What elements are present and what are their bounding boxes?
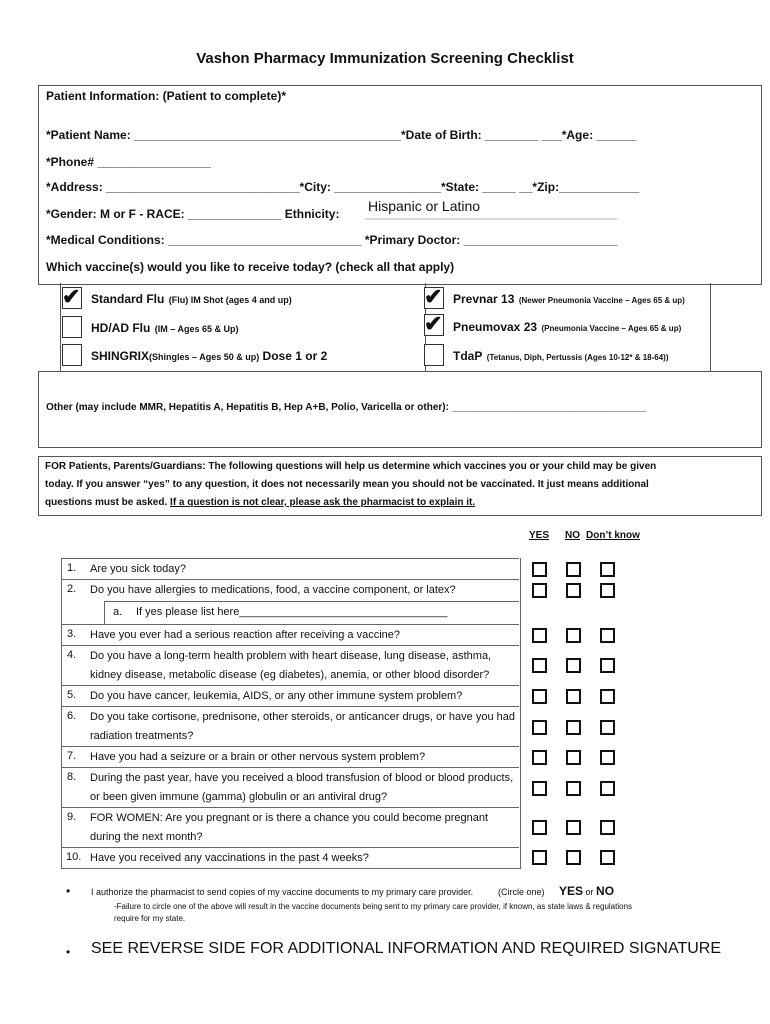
q9-dont-know-checkbox[interactable]	[600, 820, 615, 835]
ethnicity-select[interactable]	[365, 198, 617, 220]
q7-yes-checkbox[interactable]	[532, 750, 547, 765]
tdap-checkbox[interactable]	[424, 344, 444, 366]
pneumovax-check-icon: ✔	[424, 311, 443, 336]
q6-dont-know-checkbox[interactable]	[600, 720, 615, 735]
q5-yes-checkbox[interactable]	[532, 689, 547, 704]
prevnar-check-icon: ✔	[424, 284, 443, 309]
q3-yes-checkbox[interactable]	[532, 628, 547, 643]
authorize-yes[interactable]: YES	[559, 884, 584, 898]
ethnicity-value: Hispanic or Latino	[368, 198, 481, 214]
q4-dont-know-checkbox[interactable]	[600, 658, 615, 673]
q4-yes-checkbox[interactable]	[532, 658, 547, 673]
question-row: 6. Do you take cortisone, prednisone, other steroids, or anticancer drugs, or have you had radiation treatments?	[61, 706, 519, 747]
q9-yes-checkbox[interactable]	[532, 820, 547, 835]
standard-flu-check-icon: ✔	[62, 284, 81, 309]
question-row: 2. Do you have allergies to medications, food, a vaccine component, or latex?	[61, 579, 519, 601]
q2-yes-checkbox[interactable]	[532, 583, 547, 598]
allergy-list-row: a. If yes please list here__________________________________	[104, 601, 519, 624]
authorize-note-2: require for my state.	[114, 914, 186, 923]
q1-no-checkbox[interactable]	[566, 562, 581, 577]
q6-yes-checkbox[interactable]	[532, 720, 547, 735]
patient-name-field[interactable]: *Patient Name: ________________________________________*Date of Birth: ________ ___*Age: ______	[46, 128, 637, 142]
no-header: NO	[565, 530, 580, 541]
vaccine-question: Which vaccine(s) would you like to receive today? (check all that apply)	[46, 260, 455, 274]
question-row: 5. Do you have cancer, leukemia, AIDS, or any other immune system problem?	[61, 685, 519, 707]
question-row: 8. During the past year, have you received a blood transfusion of blood or blood products, or been given immune (gamma) globulin or an antiviral drug?	[61, 767, 519, 808]
patient-info-header: Patient Information: (Patient to complete)*	[46, 89, 287, 103]
hd-ad-flu-checkbox[interactable]	[62, 316, 82, 338]
q8-yes-checkbox[interactable]	[532, 781, 547, 796]
q3-dont-know-checkbox[interactable]	[600, 628, 615, 643]
address-field[interactable]: *Address: _____________________________*City: ________________*State: _____ __*Zip:____________	[46, 180, 640, 194]
question-row: 7. Have you had a seizure or a brain or other nervous system problem?	[61, 746, 519, 768]
intro-line-2: today. If you answer “yes” to any question, it does not necessarily mean you should not be vaccinated. It just means additional	[45, 479, 649, 490]
hd-ad-flu-label: HD/AD Flu (IM – Ages 65 & Up)	[91, 321, 239, 335]
q9-no-checkbox[interactable]	[566, 820, 581, 835]
q1-yes-checkbox[interactable]	[532, 562, 547, 577]
q2-dont-know-checkbox[interactable]	[600, 583, 615, 598]
dont-know-header: Don’t know	[586, 530, 640, 541]
q5-dont-know-checkbox[interactable]	[600, 689, 615, 704]
circle-one-label: (Circle one)	[498, 887, 545, 897]
allergy-list-field[interactable]: If yes please list here__________________________________	[136, 606, 448, 618]
other-vaccines-field[interactable]: Other (may include MMR, Hepatitis A, Hepatitis B, Hep A+B, Polio, Varicella or other): ___________________________________	[46, 402, 647, 413]
medical-conditions-field[interactable]: *Medical Conditions: _____________________________ *Primary Doctor: _______________________	[46, 233, 618, 247]
authorize-choice: YES or NO	[559, 884, 615, 898]
q7-dont-know-checkbox[interactable]	[600, 750, 615, 765]
q3-no-checkbox[interactable]	[566, 628, 581, 643]
q5-no-checkbox[interactable]	[566, 689, 581, 704]
intro-line-3: questions must be asked. If a question is not clear, please ask the pharmacist to explain it.	[45, 497, 476, 508]
standard-flu-label: Standard Flu (Flu) IM Shot (ages 4 and up)	[91, 292, 292, 306]
question-row: 1. Are you sick today?	[61, 558, 519, 580]
q2-no-checkbox[interactable]	[566, 583, 581, 598]
q8-dont-know-checkbox[interactable]	[600, 781, 615, 796]
pneumovax-label: Pneumovax 23 (Pneumonia Vaccine – Ages 65 & up)	[453, 320, 682, 334]
q10-dont-know-checkbox[interactable]	[600, 850, 615, 865]
authorize-note-1: -Failure to circle one of the above will result in the vaccine documents being sent to my primary care provider, if known, as state laws & regulations	[114, 902, 633, 911]
q8-no-checkbox[interactable]	[566, 781, 581, 796]
authorize-no[interactable]: NO	[596, 884, 615, 898]
prevnar-label: Prevnar 13 (Newer Pneumonia Vaccine – Ages 65 & up)	[453, 292, 685, 306]
q10-yes-checkbox[interactable]	[532, 850, 547, 865]
shingrix-label: SHINGRIX(Shingles – Ages 50 & up) Dose 1 or 2	[91, 349, 328, 363]
shingrix-checkbox[interactable]	[62, 344, 82, 366]
q6-no-checkbox[interactable]	[566, 720, 581, 735]
yes-header: YES	[529, 530, 550, 541]
question-row: 9. FOR WOMEN: Are you pregnant or is there a chance you could become pregnant during the next month?	[61, 807, 519, 848]
q10-no-checkbox[interactable]	[566, 850, 581, 865]
reverse-bullet: •	[66, 945, 71, 959]
authorize-bullet: •	[66, 884, 71, 898]
intro-line-1: FOR Patients, Parents/Guardians: The following questions will help us determine which vaccines you or your child may be given	[45, 461, 657, 472]
question-row: 3. Have you ever had a serious reaction after receiving a vaccine?	[61, 624, 519, 646]
q1-dont-know-checkbox[interactable]	[600, 562, 615, 577]
phone-field[interactable]: *Phone# _________________	[46, 155, 211, 169]
reverse-notice: SEE REVERSE SIDE FOR ADDITIONAL INFORMATION AND REQUIRED SIGNATURE	[91, 940, 722, 957]
q4-no-checkbox[interactable]	[566, 658, 581, 673]
page-title: Vashon Pharmacy Immunization Screening Checklist	[196, 50, 574, 67]
tdap-label: TdaP (Tetanus, Diph, Pertussis (Ages 10-12* & 18-64))	[453, 349, 669, 363]
gender-race-field[interactable]: *Gender: M or F - RACE: ______________ Ethnicity:	[46, 207, 340, 221]
authorize-text: I authorize the pharmacist to send copies of my vaccine documents to my primary care provider.	[91, 887, 474, 897]
question-row: 10. Have you received any vaccinations in the past 4 weeks?	[61, 847, 519, 869]
question-row: 4. Do you have a long-term health problem with heart disease, lung disease, asthma, kidney disease, metabolic disease (eg diabetes), anemia, or other blood disorder?	[61, 645, 519, 686]
q7-no-checkbox[interactable]	[566, 750, 581, 765]
